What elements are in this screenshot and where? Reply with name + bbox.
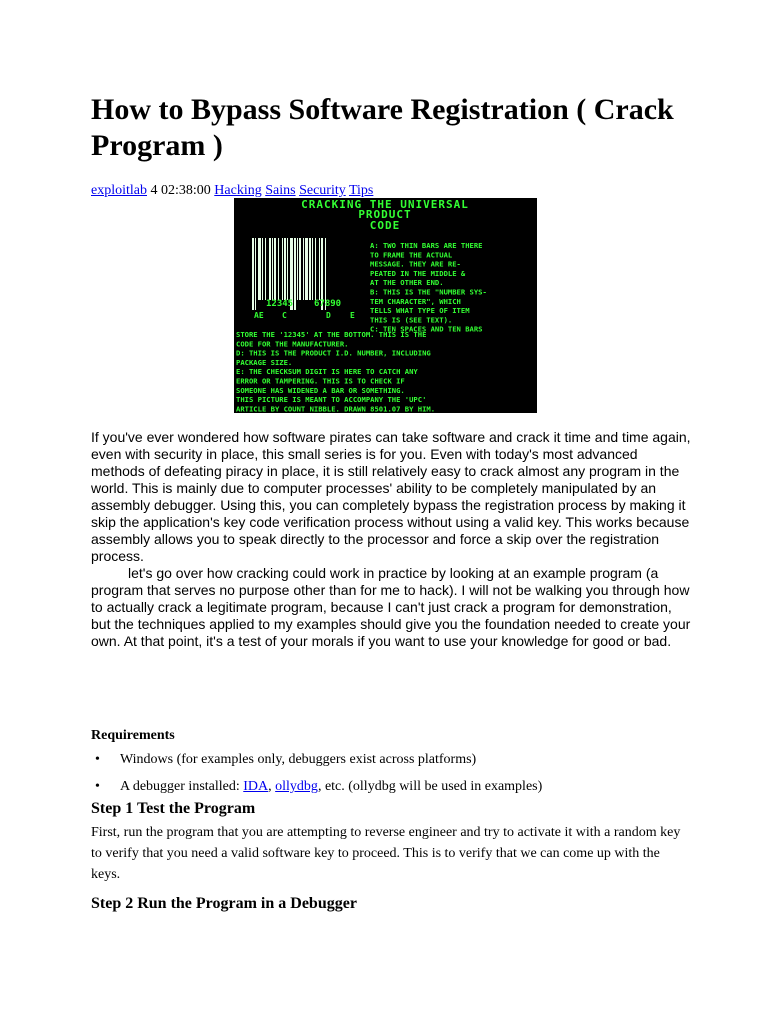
requirements-heading: Requirements <box>91 728 175 743</box>
figure-note-line: ARTICLE BY COUNT NIBBLE. DRAWN 8501.07 BY HIM. <box>236 404 436 413</box>
barcode-bar <box>309 238 311 300</box>
paragraph-2: let's go over how cracking could work in practice by looking at an example program (a program that serves no purpose other than for me to hack). I will not be walking you through how to actually crack a legitimate program, because I can't just crack a program for demonstration, but the techniques applied to my examples should give you the foundation needed to create your own. At that point, it's a test of your morals if you want to use your knowledge for good or bad. <box>91 565 691 649</box>
article-body <box>91 429 691 650</box>
barcode-bar <box>294 238 296 310</box>
barcode-letter-c: C <box>282 311 287 320</box>
barcode-bar <box>319 238 320 300</box>
tag-link-security[interactable]: Security <box>299 183 346 198</box>
figure-note-line: PEATED IN THE MIDDLE & <box>370 268 466 278</box>
author-link[interactable]: exploitlab <box>91 183 147 198</box>
barcode-bar <box>274 238 276 300</box>
barcode-bar <box>265 238 266 300</box>
barcode-bar <box>312 238 313 300</box>
barcode-bar <box>305 238 308 300</box>
barcode-bar <box>315 238 316 300</box>
upc-diagram-svg <box>234 198 537 413</box>
requirement-suffix: , etc. (ollydbg will be used in examples) <box>317 779 543 794</box>
figure-note-line: A: TWO THIN BARS ARE THERE <box>370 241 483 250</box>
figure-note-line: MESSAGE. THEY ARE RE- <box>370 259 461 269</box>
barcode-digits-left: 12345 <box>266 299 294 309</box>
step-1-text: First, run the program that you are attempting to reverse engineer and try to activate it with a random key to verify that you need a valid software key to proceed. This is to verify that we can come up with the keys. <box>91 825 681 882</box>
figure-note-line: D: THIS IS THE PRODUCT I.D. NUMBER, INCLUDING <box>236 348 431 358</box>
bullet-icon: • <box>95 752 100 767</box>
figure-note-line: SOMEONE HAS WIDENED A BAR OR SOMETHING. <box>236 385 405 395</box>
figure-heading-line-2: PRODUCT <box>358 208 412 221</box>
figure-notes-bottom <box>236 330 435 413</box>
figure-note-line: B: THIS IS THE "NUMBER SYS- <box>370 287 487 297</box>
paragraph-1: If you've ever wondered how software pirates can take software and crack it time and time again, even with security in place, this small series is for you. Even with today's most advanced methods of defeating piracy in place, it is still relatively easy to crack almost any program in the world. This is mainly due to computer processes' ability to be completely manipulated by an assembly debugger. Using this, you can completely bypass the registration process by making it skip the application's key code verification process without using a valid key. This works because assembly allows you to speak directly to the processor and force a skip over the registration process. <box>91 429 691 564</box>
barcode-bar <box>252 238 254 310</box>
barcode-bar <box>287 238 288 300</box>
figure-note-line: TO FRAME THE ACTUAL <box>370 250 453 260</box>
upc-diagram-image <box>234 198 537 413</box>
list-item <box>91 751 542 769</box>
figure-heading-line-3: CODE <box>369 219 401 232</box>
barcode-bar <box>278 238 279 300</box>
barcode-letter-ae: AE <box>254 311 264 320</box>
tag-link-hacking[interactable]: Hacking <box>214 183 262 198</box>
requirement-separator: , <box>268 779 276 794</box>
figure-note-line: ERROR OR TAMPERING. THIS IS TO CHECK IF <box>236 376 405 386</box>
requirement-prefix: A debugger installed: <box>120 779 244 794</box>
figure-note-line: TELLS WHAT TYPE OF ITEM <box>370 306 470 316</box>
barcode-bar <box>284 238 286 300</box>
figure-note-line: CODE FOR THE MANUFACTURER. <box>236 339 349 349</box>
requirements-list <box>91 751 542 805</box>
requirement-text: Windows (for examples only, debuggers exist across platforms) <box>120 752 477 767</box>
figure-note-line: THIS IS (SEE TEXT). <box>370 315 453 325</box>
list-item <box>91 778 542 796</box>
figure-note-line: THIS PICTURE IS MEANT TO ACCOMPANY THE 'UPC' <box>236 395 427 405</box>
barcode-letter-e: E <box>350 311 355 320</box>
barcode-digits-right: 67890 <box>314 299 342 309</box>
post-date: 4 02:38:00 <box>150 183 211 198</box>
ida-link[interactable]: IDA <box>243 779 269 794</box>
figure-note-line: C: TEN SPACES AND TEN BARS <box>370 324 483 334</box>
barcode-bar <box>255 238 256 310</box>
barcode-bar <box>272 238 273 300</box>
tag-link-sains[interactable]: Sains <box>265 183 296 198</box>
figure-note-line: E: THE CHECKSUM DIGIT IS HERE TO CATCH ANY <box>236 367 418 377</box>
page-title: How to Bypass Software Registration ( Crack Program ) <box>91 93 674 162</box>
figure-note-line: AT THE OTHER END. <box>370 278 444 288</box>
figure-notes-right <box>370 241 487 334</box>
barcode-bar <box>299 238 301 300</box>
figure-heading-line-1: CRACKING THE UNIVERSAL <box>301 198 469 211</box>
figure-note-line: PACKAGE SIZE. <box>236 357 293 367</box>
barcode-bar <box>262 238 263 300</box>
bullet-icon: • <box>95 779 100 794</box>
barcode-bar <box>297 238 298 300</box>
figure-note-line: TEM CHARACTER", WHICH <box>370 296 461 306</box>
step-2-heading: Step 2 Run the Program in a Debugger <box>91 895 357 912</box>
barcode-bar <box>303 238 304 300</box>
barcode-bar <box>282 238 283 300</box>
tag-link-tips[interactable]: Tips <box>348 183 374 198</box>
step-1-heading: Step 1 Test the Program <box>91 800 256 817</box>
ollydbg-link[interactable]: ollydbg <box>275 779 318 794</box>
barcode-bar <box>258 238 261 300</box>
barcode-letter-d: D <box>326 311 331 320</box>
figure-note-line: STORE THE '12345' AT THE BOTTOM. THIS IS THE <box>236 330 427 339</box>
barcode-bar <box>269 238 271 300</box>
